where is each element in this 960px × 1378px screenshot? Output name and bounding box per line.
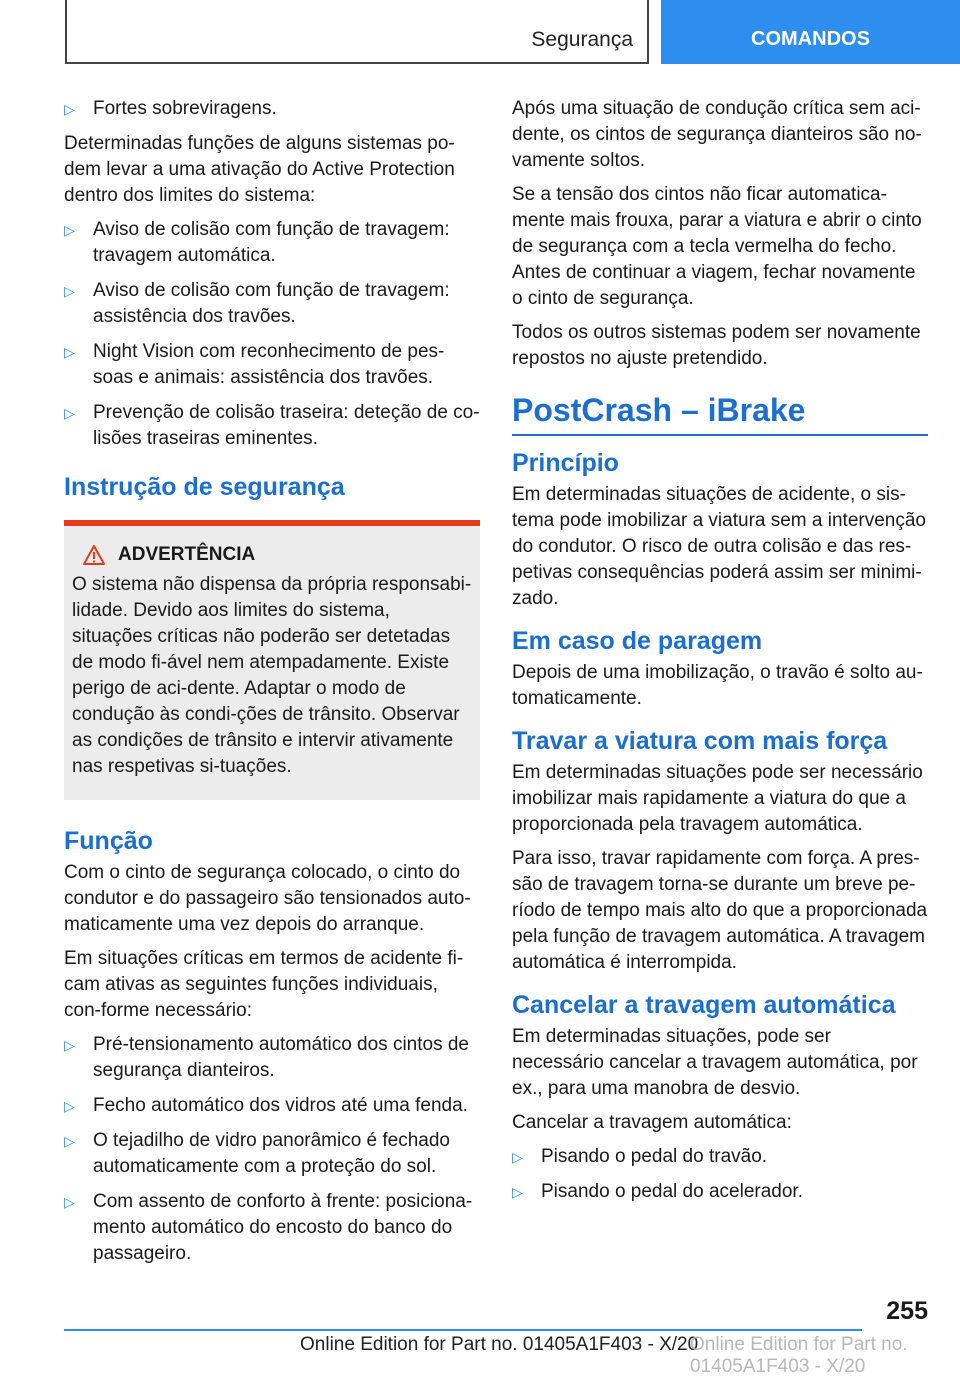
bullet-triangle-icon: ▷: [64, 1037, 75, 1053]
list-item: ▷ Fecho automático dos vidros até uma fenda.: [64, 1093, 480, 1119]
paragraph: Cancelar a travagem automática:: [512, 1112, 792, 1133]
heading-cancel: Cancelar a travagem automática: [512, 991, 896, 1019]
warning-title: ADVERTÊNCIA: [118, 544, 256, 565]
paragraph: Se a tensão dos cintos não ficar automatica-mente mais frouxa, parar a viatura e abrir o cinto de segurança com a tecla vermelha do fecho. Antes de continuar a viagem, fechar novamente o cinto de segurança.: [512, 184, 922, 309]
paragraph: Todos os outros sistemas podem ser novamente repostos no ajuste pretendido.: [512, 322, 921, 369]
header-frame: [65, 0, 649, 64]
heading-principle: Princípio: [512, 449, 619, 477]
heading-stop: Em caso de paragem: [512, 627, 763, 655]
paragraph: Em determinadas situações de acidente, o sis-tema pode imobilizar a viatura sem a intervenção do condutor. O risco de outra colisão e das res-petivas consequências poderá assim ser minimi-zado.: [512, 484, 926, 609]
left-column: [64, 96, 480, 1276]
list-item: ▷ Night Vision com reconhecimento de pes-soas e animais: assistência dos travões.: [64, 341, 445, 388]
bullet-triangle-icon: ▷: [64, 1098, 75, 1114]
heading-safety-instruction: Instrução de segurança: [64, 473, 345, 501]
bullet-triangle-icon: ▷: [64, 1133, 75, 1149]
bullet-triangle-icon: ▷: [64, 1194, 75, 1210]
bullet-list-top: [64, 96, 480, 122]
watermark: Online Edition for Part no. 01405A1F403 - X/20: [690, 1334, 908, 1377]
list-item: ▷ O tejadilho de vidro panorâmico é fechado automaticamente com a proteção do sol.: [64, 1130, 451, 1177]
paragraph: Em determinadas situações, pode ser necessário cancelar a travagem automática, por ex., para uma manobra de desvio.: [512, 1026, 918, 1099]
heading-brake-more: Travar a viatura com mais força: [512, 727, 888, 755]
page-number: 255: [886, 1297, 928, 1325]
chapter-title: PostCrash – iBrake: [512, 390, 928, 436]
list-item: ▷ Fortes sobreviragens.: [64, 96, 480, 122]
list-item: ▷ Prevenção de colisão traseira: deteção de co-lisões traseiras eminentes.: [64, 402, 480, 449]
list-item: ▷ Pré-tensionamento automático dos cintos de segurança dianteiros.: [64, 1034, 469, 1081]
footer-edition: Online Edition for Part no. 01405A1F403 - X/20: [300, 1334, 699, 1355]
bullet-triangle-icon: ▷: [64, 405, 75, 421]
bullet-list-systems: [64, 217, 480, 452]
chapter-tab[interactable]: COMANDOS: [661, 0, 960, 64]
paragraph: Para isso, travar rapidamente com força. A pres-são de travagem torna-se durante um breve pe-ríodo de tempo mais alto do que a proporcionada pela função de travagem automática. A travagem automática é interrompida.: [512, 848, 928, 973]
warning-header: [72, 542, 472, 568]
paragraph: Determinadas funções de alguns sistemas po-dem levar a uma ativação do Active Protection dentro dos limites do sistema:: [64, 133, 455, 206]
bullet-triangle-icon: ▷: [512, 1184, 523, 1200]
bullet-triangle-icon: ▷: [64, 101, 75, 117]
paragraph: Com o cinto de segurança colocado, o cinto do condutor e do passageiro são tensionados auto-maticamente uma vez depois do arranque.: [64, 862, 471, 935]
bullet-list-cancel: [512, 1144, 928, 1205]
bullet-list-functions: [64, 1032, 480, 1267]
bullet-triangle-icon: ▷: [64, 222, 75, 238]
warning-box: [64, 520, 480, 800]
heading-function: Função: [64, 827, 153, 855]
list-item: ▷ Pisando o pedal do acelerador.: [512, 1179, 928, 1205]
warning-text: O sistema não dispensa da própria responsabi-lidade. Devido aos limites do sistema, situações críticas não poderão ser detetadas de modo fi-ável nem atempadamente. Existe perigo de aci-dente. Adaptar o modo de condução às condi-ções de trânsito. Observar as condições de trânsito e intervir ativamente nas respetivas si-tuações.: [72, 574, 472, 777]
warning-triangle-icon: [82, 544, 106, 566]
list-item: ▷ Com assento de conforto à frente: posiciona-mento automático do encosto do banco do passageiro.: [64, 1191, 473, 1264]
bullet-triangle-icon: ▷: [64, 283, 75, 299]
paragraph: Em determinadas situações pode ser necessário imobilizar mais rapidamente a viatura do que a proporcionada pela travagem automática.: [512, 762, 923, 835]
list-item: ▷ Aviso de colisão com função de travagem: assistência dos travões.: [64, 280, 450, 327]
list-item: ▷ Pisando o pedal do travão.: [512, 1144, 928, 1170]
footer-divider: [64, 1329, 862, 1331]
bullet-triangle-icon: ▷: [512, 1149, 523, 1165]
paragraph: Após uma situação de condução crítica sem aci-dente, os cintos de segurança dianteiros são no-vamente soltos.: [512, 98, 922, 171]
paragraph: Depois de uma imobilização, o travão é solto au-tomaticamente.: [512, 662, 923, 709]
paragraph: Em situações críticas em termos de acidente fi-cam ativas as seguintes funções individuais, con-forme necessário:: [64, 948, 464, 1021]
list-item: ▷ Aviso de colisão com função de travagem: travagem automática.: [64, 219, 450, 266]
section-title: Segurança: [531, 28, 633, 51]
right-column: [512, 96, 928, 1214]
bullet-triangle-icon: ▷: [64, 344, 75, 360]
